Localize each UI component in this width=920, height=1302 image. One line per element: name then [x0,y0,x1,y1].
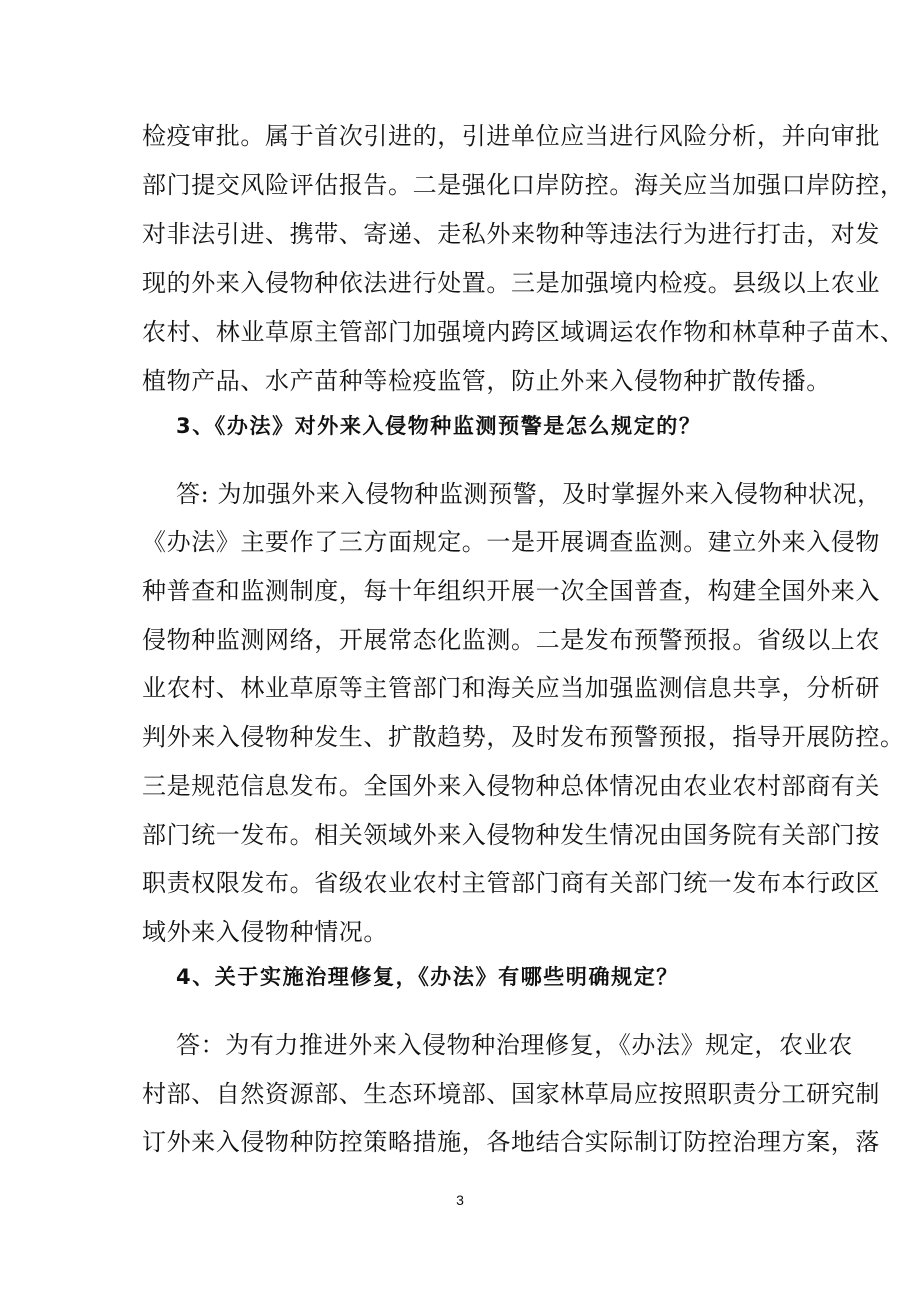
para1-line-2: 部门提交风险评估报告。二是强化口岸防控。海关应当加强口岸防控， [142,171,905,199]
q4-line-3: 订外来入侵物种防控策略措施，各地结合实际制订防控治理方案，落 [142,1128,880,1156]
q3-line-9: 职责权限发布。省级农业农村主管部门商有关部门统一发布本行政区 [142,869,880,897]
q3-line-4: 侵物种监测网络，开展常态化监测。二是发布预警预报。省级以上农 [142,626,880,654]
para1-line-6: 植物产品、水产苗种等检疫监管，防止外来入侵物种扩散传播。 [142,367,831,395]
q4-line-1: 答：为有力推进外来入侵物种治理修复，《办法》规定，农业农 [176,1031,853,1059]
q3-line-7: 三是规范信息发布。全国外来入侵物种总体情况由农业农村部商有关 [142,772,880,800]
q3-line-1: 答: 为加强外来入侵物种监测预警，及时掌握外来入侵物种状况， [176,480,882,508]
q3-heading: 3、《办法》对外来入侵物种监测预警是怎么规定的？ [176,414,702,438]
page-number: 3 [456,1192,464,1208]
q3-line-3: 种普查和监测制度，每十年组织开展一次全国普查，构建全国外来入 [142,577,880,605]
para1-line-4: 现的外来入侵物种依法进行处置。三是加强境内检疫。县级以上农业 [142,269,880,297]
para1-line-5: 农村、林业草原主管部门加强境内跨区域调运农作物和林草种子苗木、 [142,318,905,346]
q4-line-2: 村部、自然资源部、生态环境部、国家林草局应按照职责分工研究制 [142,1080,880,1108]
q3-line-6: 判外来入侵物种发生、扩散趋势，及时发布预警预报，指导开展防控。 [142,723,905,751]
q3-line-2: 《办法》主要作了三方面规定。一是开展调查监测。建立外来入侵物 [142,528,880,556]
q3-line-5: 业农村、林业草原等主管部门和海关应当加强监测信息共享，分析研 [142,674,880,702]
q3-line-10: 域外来入侵物种情况。 [142,918,388,946]
para1-line-3: 对非法引进、携带、寄递、走私外来物种等违法行为进行打击，对发 [142,220,880,248]
para1-line-1: 检疫审批。属于首次引进的，引进单位应当进行风险分析，并向审批 [142,122,880,150]
q3-line-8: 部门统一发布。相关领域外来入侵物种发生情况由国务院有关部门按 [142,821,880,849]
q4-heading: 4、关于实施治理修复，《办法》有哪些明确规定？ [176,965,679,989]
